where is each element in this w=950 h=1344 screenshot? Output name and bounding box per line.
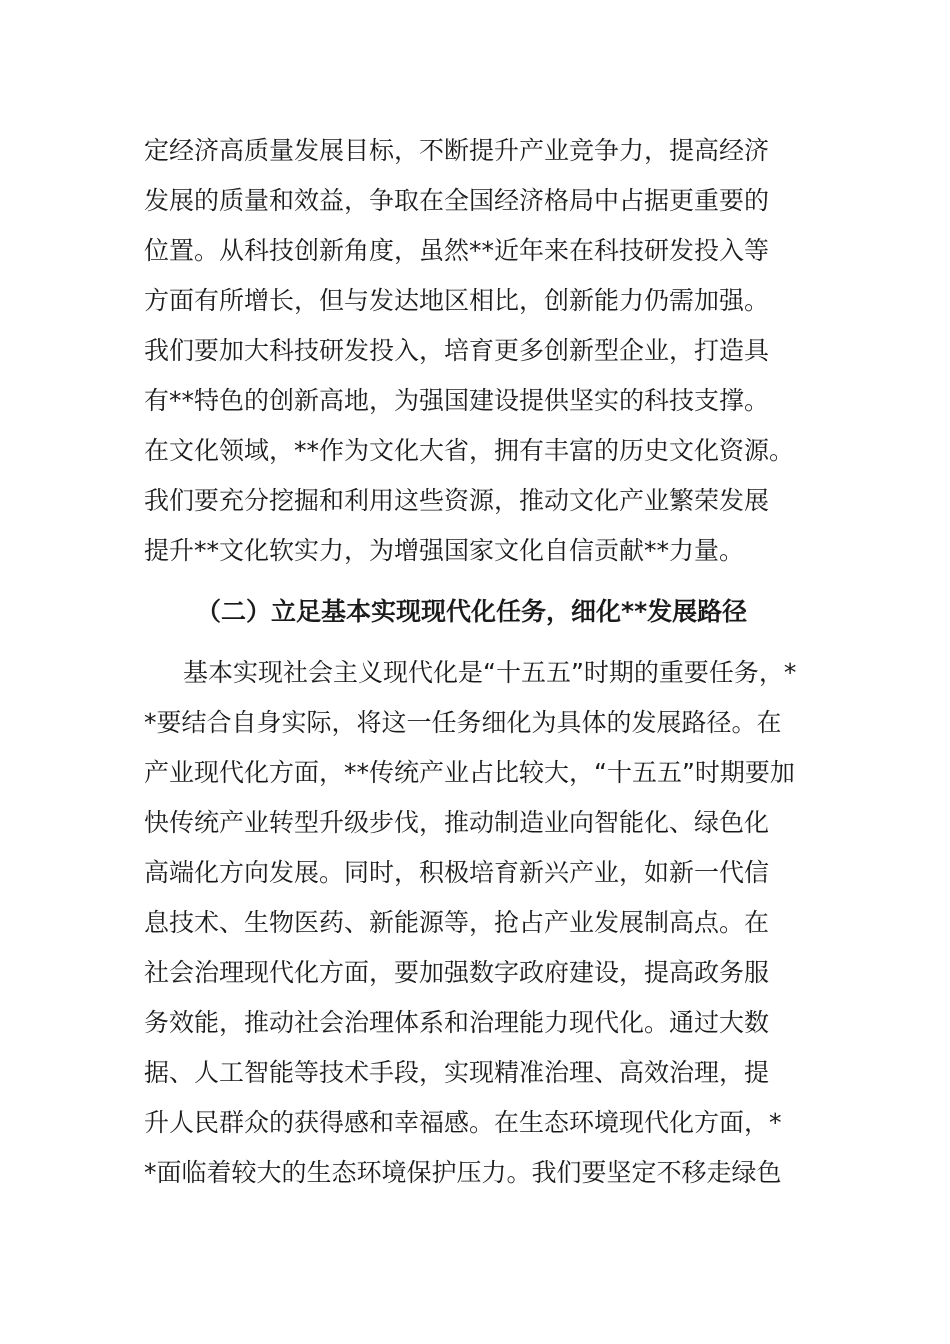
- body-text-line: 升人民群众的获得感和幸福感。在生态环境现代化方面，*: [144, 1108, 782, 1137]
- body-text-line: *面临着较大的生态环境保护压力。我们要坚定不移走绿色: [144, 1158, 782, 1187]
- body-text-line: 有**特色的创新高地，为强国建设提供坚实的科技支撑。: [144, 386, 770, 415]
- body-text-line: 我们要充分挖掘和利用这些资源，推动文化产业繁荣发展: [144, 486, 770, 515]
- body-text-line: 息技术、生物医药、新能源等，抢占产业发展制高点。在: [144, 908, 770, 937]
- body-text-line: 务效能，推动社会治理体系和治理能力现代化。通过大数: [144, 1008, 770, 1037]
- body-text-line: 在文化领域，**作为文化大省，拥有丰富的历史文化资源。: [144, 436, 795, 465]
- body-text-line: 社会治理现代化方面，要加强数字政府建设，提高政务服: [144, 958, 770, 987]
- section-heading: （二）立足基本实现现代化任务，细化**发展路径: [196, 597, 748, 626]
- body-text-line: 定经济高质量发展目标，不断提升产业竞争力，提高经济: [144, 136, 770, 165]
- body-text-line: 基本实现社会主义现代化是“十五五”时期的重要任务，*: [183, 658, 797, 687]
- body-text-line: 提升**文化软实力，为增强国家文化自信贡献**力量。: [144, 536, 745, 565]
- body-text-line: 位置。从科技创新角度，虽然**近年来在科技研发投入等: [144, 236, 770, 265]
- body-text-line: 发展的质量和效益，争取在全国经济格局中占据更重要的: [144, 186, 770, 215]
- body-text-line: 高端化方向发展。同时，积极培育新兴产业，如新一代信: [144, 858, 770, 887]
- body-text-line: 快传统产业转型升级步伐，推动制造业向智能化、绿色化: [144, 808, 770, 837]
- body-text-line: 据、人工智能等技术手段，实现精准治理、高效治理，提: [144, 1058, 770, 1087]
- body-text-line: 产业现代化方面，**传统产业占比较大，“十五五”时期要加: [144, 758, 795, 787]
- body-text-line: 方面有所增长，但与发达地区相比，创新能力仍需加强。: [144, 286, 770, 315]
- body-text-line: 我们要加大科技研发投入，培育更多创新型企业，打造具: [144, 336, 770, 365]
- body-text-line: *要结合自身实际，将这一任务细化为具体的发展路径。在: [144, 708, 782, 737]
